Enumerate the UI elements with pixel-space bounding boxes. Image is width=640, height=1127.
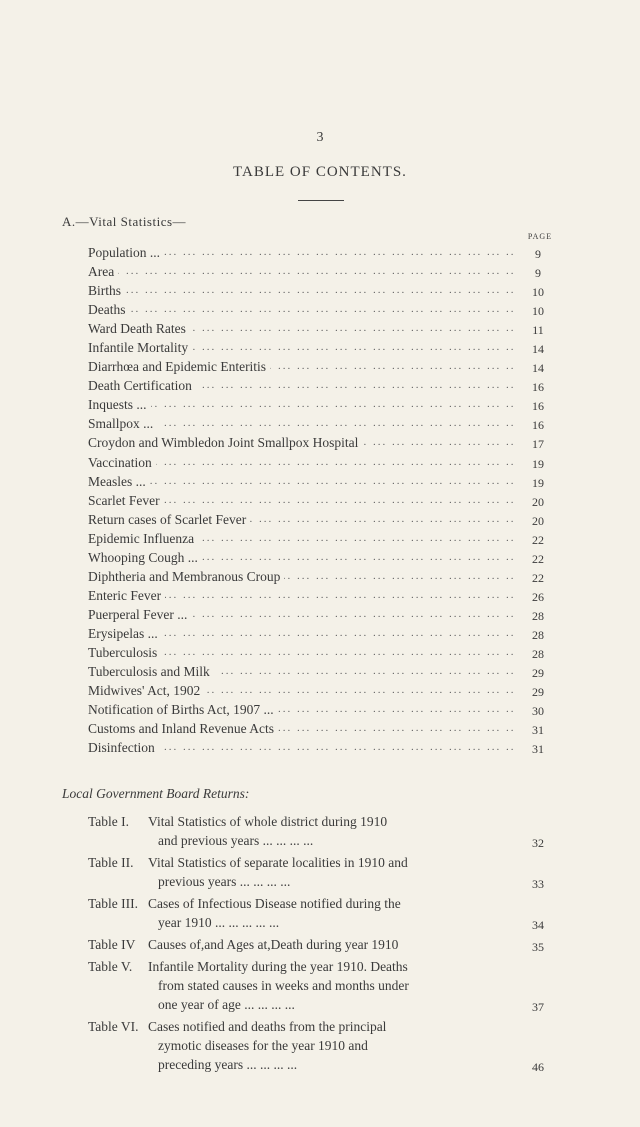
toc-entry (88, 453, 558, 472)
vital-statistics-list (88, 243, 558, 757)
leader-dots (88, 281, 514, 300)
lgb-table-label: Table IV (88, 937, 136, 952)
lgb-table-description-line: one year of age ... ... ... ... (158, 997, 295, 1012)
lgb-table-description-line: Vital Statistics of whole district during 1910 (148, 814, 388, 829)
toc-entry-page: 9 (535, 266, 541, 281)
toc-entry-label: Epidemic Influenza (88, 529, 198, 548)
toc-entry (88, 338, 558, 357)
toc-entry-label: Midwives' Act, 1902 (88, 681, 204, 700)
toc-entry-label: Notification of Births Act, 1907 ... (88, 700, 278, 719)
toc-entry (88, 719, 558, 738)
toc-entry (88, 586, 558, 605)
toc-entry-page: 28 (532, 608, 544, 623)
toc-entry-page: 11 (532, 323, 544, 338)
lgb-table-description (148, 812, 516, 850)
lgb-table-entry (88, 1017, 558, 1077)
lgb-table-description-line: Causes of,and Ages at,Death during year 1910 (148, 937, 399, 952)
toc-entry (88, 357, 558, 376)
toc-entry (88, 243, 558, 262)
toc-entry-page: 22 (532, 570, 544, 585)
lgb-table-page: 46 (532, 1060, 544, 1074)
leader-dots (88, 300, 514, 319)
toc-entry-label: Area (88, 262, 118, 281)
toc-entry (88, 433, 558, 452)
toc-entry (88, 319, 558, 338)
toc-entry-label: Population ... (88, 243, 164, 262)
lgb-table-description-line: Cases notified and deaths from the principal (148, 1019, 387, 1034)
toc-entry-label: Vaccination (88, 453, 156, 472)
toc-entry-label: Croydon and Wimbledon Joint Smallpox Hospital (88, 433, 362, 452)
toc-entry-label: Births (88, 281, 125, 300)
toc-entry-page: 14 (532, 361, 544, 376)
lgb-table-description-line: from stated causes in weeks and months under (158, 978, 409, 993)
toc-entry-label: Customs and Inland Revenue Acts (88, 719, 278, 738)
lgb-table-entry (88, 894, 558, 935)
lgb-table-label: Table V. (88, 959, 133, 974)
lgb-table-description (148, 853, 516, 891)
toc-entry (88, 510, 558, 529)
toc-entry-label: Measles ... (88, 472, 150, 491)
toc-entry-page: 20 (532, 494, 544, 509)
toc-entry-label: Return cases of Scarlet Fever (88, 510, 250, 529)
toc-entry-page: 14 (532, 342, 544, 357)
page-number: 3 (316, 130, 324, 145)
page-column-label: PAGE (527, 232, 553, 241)
section-heading-lgb-returns: Local Government Board Returns: (62, 786, 250, 801)
toc-entry-page: 20 (532, 513, 544, 528)
lgb-table-description-line: previous years ... ... ... ... (158, 874, 291, 889)
lgb-table-description-line: and previous years ... ... ... ... (158, 833, 314, 848)
toc-entry (88, 395, 558, 414)
lgb-table-entry (88, 957, 558, 1017)
lgb-table-description (148, 957, 516, 1014)
toc-entry-label: Tuberculosis and Milk (88, 662, 214, 681)
toc-entry (88, 662, 558, 681)
lgb-table-page: 33 (532, 877, 544, 891)
toc-entry-label: Inquests ... (88, 395, 151, 414)
toc-entry-page: 22 (532, 551, 544, 566)
toc-entry (88, 738, 558, 757)
lgb-table-entry (88, 935, 558, 957)
toc-entry-label: Scarlet Fever (88, 491, 164, 510)
lgb-table-description (148, 894, 516, 932)
lgb-table-description-line: Vital Statistics of separate localities in 1910 and (148, 855, 408, 870)
toc-entry-page: 10 (532, 285, 544, 300)
toc-entry (88, 700, 558, 719)
toc-entry-page: 17 (532, 437, 544, 452)
toc-entry-page: 29 (532, 685, 544, 700)
toc-entry-label: Tuberculosis (88, 643, 161, 662)
lgb-table-description-line: Infantile Mortality during the year 1910. Deaths (148, 959, 408, 974)
lgb-table-entry (88, 853, 558, 894)
lgb-table-description (148, 1017, 516, 1074)
toc-entry (88, 529, 558, 548)
toc-entry-page: 16 (532, 418, 544, 433)
toc-entry-label: Enteric Fever (88, 586, 165, 605)
section-heading-vital-statistics: A.—Vital Statistics— (62, 214, 187, 229)
lgb-table-page: 35 (532, 940, 544, 954)
lgb-table-description-line: zymotic diseases for the year 1910 and (158, 1038, 368, 1053)
lgb-table-page: 37 (532, 1000, 544, 1014)
toc-entry (88, 605, 558, 624)
toc-entry (88, 262, 558, 281)
toc-entry-page: 16 (532, 380, 544, 395)
toc-entry-label: Death Certification (88, 376, 196, 395)
toc-entry-label: Infantile Mortality (88, 338, 192, 357)
toc-entry-page: 22 (532, 532, 544, 547)
toc-entry-label: Deaths (88, 300, 130, 319)
toc-entry-page: 10 (532, 304, 544, 319)
toc-entry-label: Whooping Cough ... (88, 548, 202, 567)
leader-dots (88, 262, 514, 281)
toc-entry-page: 30 (532, 704, 544, 719)
lgb-table-description-line: preceding years ... ... ... ... (158, 1057, 298, 1072)
lgb-table-description-line: Cases of Infectious Disease notified during the (148, 896, 401, 911)
lgb-table-page: 34 (532, 918, 544, 932)
toc-entry-page: 28 (532, 646, 544, 661)
toc-entry-label: Erysipelas ... (88, 624, 162, 643)
lgb-table-label: Table II. (88, 855, 134, 870)
lgb-table-label: Table I. (88, 814, 130, 829)
toc-entry (88, 567, 558, 586)
leader-dots (88, 472, 514, 491)
toc-entry-label: Diphtheria and Membranous Croup (88, 567, 284, 586)
lgb-table-label: Table VI. (88, 1019, 139, 1034)
toc-entry (88, 414, 558, 433)
toc-entry-page: 9 (535, 247, 541, 261)
toc-entry-page: 26 (532, 589, 544, 604)
toc-entry (88, 643, 558, 662)
toc-entry-page: 28 (532, 627, 544, 642)
title-rule (298, 200, 344, 201)
toc-entry (88, 548, 558, 567)
toc-entry-page: 19 (532, 456, 544, 471)
lgb-table-entry (88, 812, 558, 853)
lgb-table-description (148, 935, 516, 954)
toc-entry-label: Puerperal Fever ... (88, 605, 191, 624)
toc-entry-page: 31 (532, 742, 544, 757)
page-title: TABLE OF CONTENTS. (233, 164, 407, 180)
toc-entry (88, 376, 558, 395)
lgb-table-page: 32 (532, 836, 544, 850)
toc-entry (88, 281, 558, 300)
toc-entry-page: 29 (532, 666, 544, 681)
toc-entry (88, 681, 558, 700)
toc-entry-page: 16 (532, 399, 544, 414)
toc-entry-label: Diarrhœa and Epidemic Enteritis (88, 357, 270, 376)
toc-entry (88, 624, 558, 643)
toc-entry (88, 300, 558, 319)
toc-entry-label: Smallpox ... (88, 414, 157, 433)
lgb-table-description-line: year 1910 ... ... ... ... ... (158, 915, 280, 930)
toc-entry-label: Disinfection (88, 738, 159, 757)
toc-entry-page: 31 (532, 723, 544, 738)
toc-entry (88, 472, 558, 491)
toc-entry (88, 491, 558, 510)
lgb-table-label: Table III. (88, 896, 139, 911)
lgb-tables-list (88, 812, 558, 1077)
leader-dots (88, 395, 514, 414)
toc-entry-page: 19 (532, 475, 544, 490)
toc-entry-label: Ward Death Rates (88, 319, 190, 338)
